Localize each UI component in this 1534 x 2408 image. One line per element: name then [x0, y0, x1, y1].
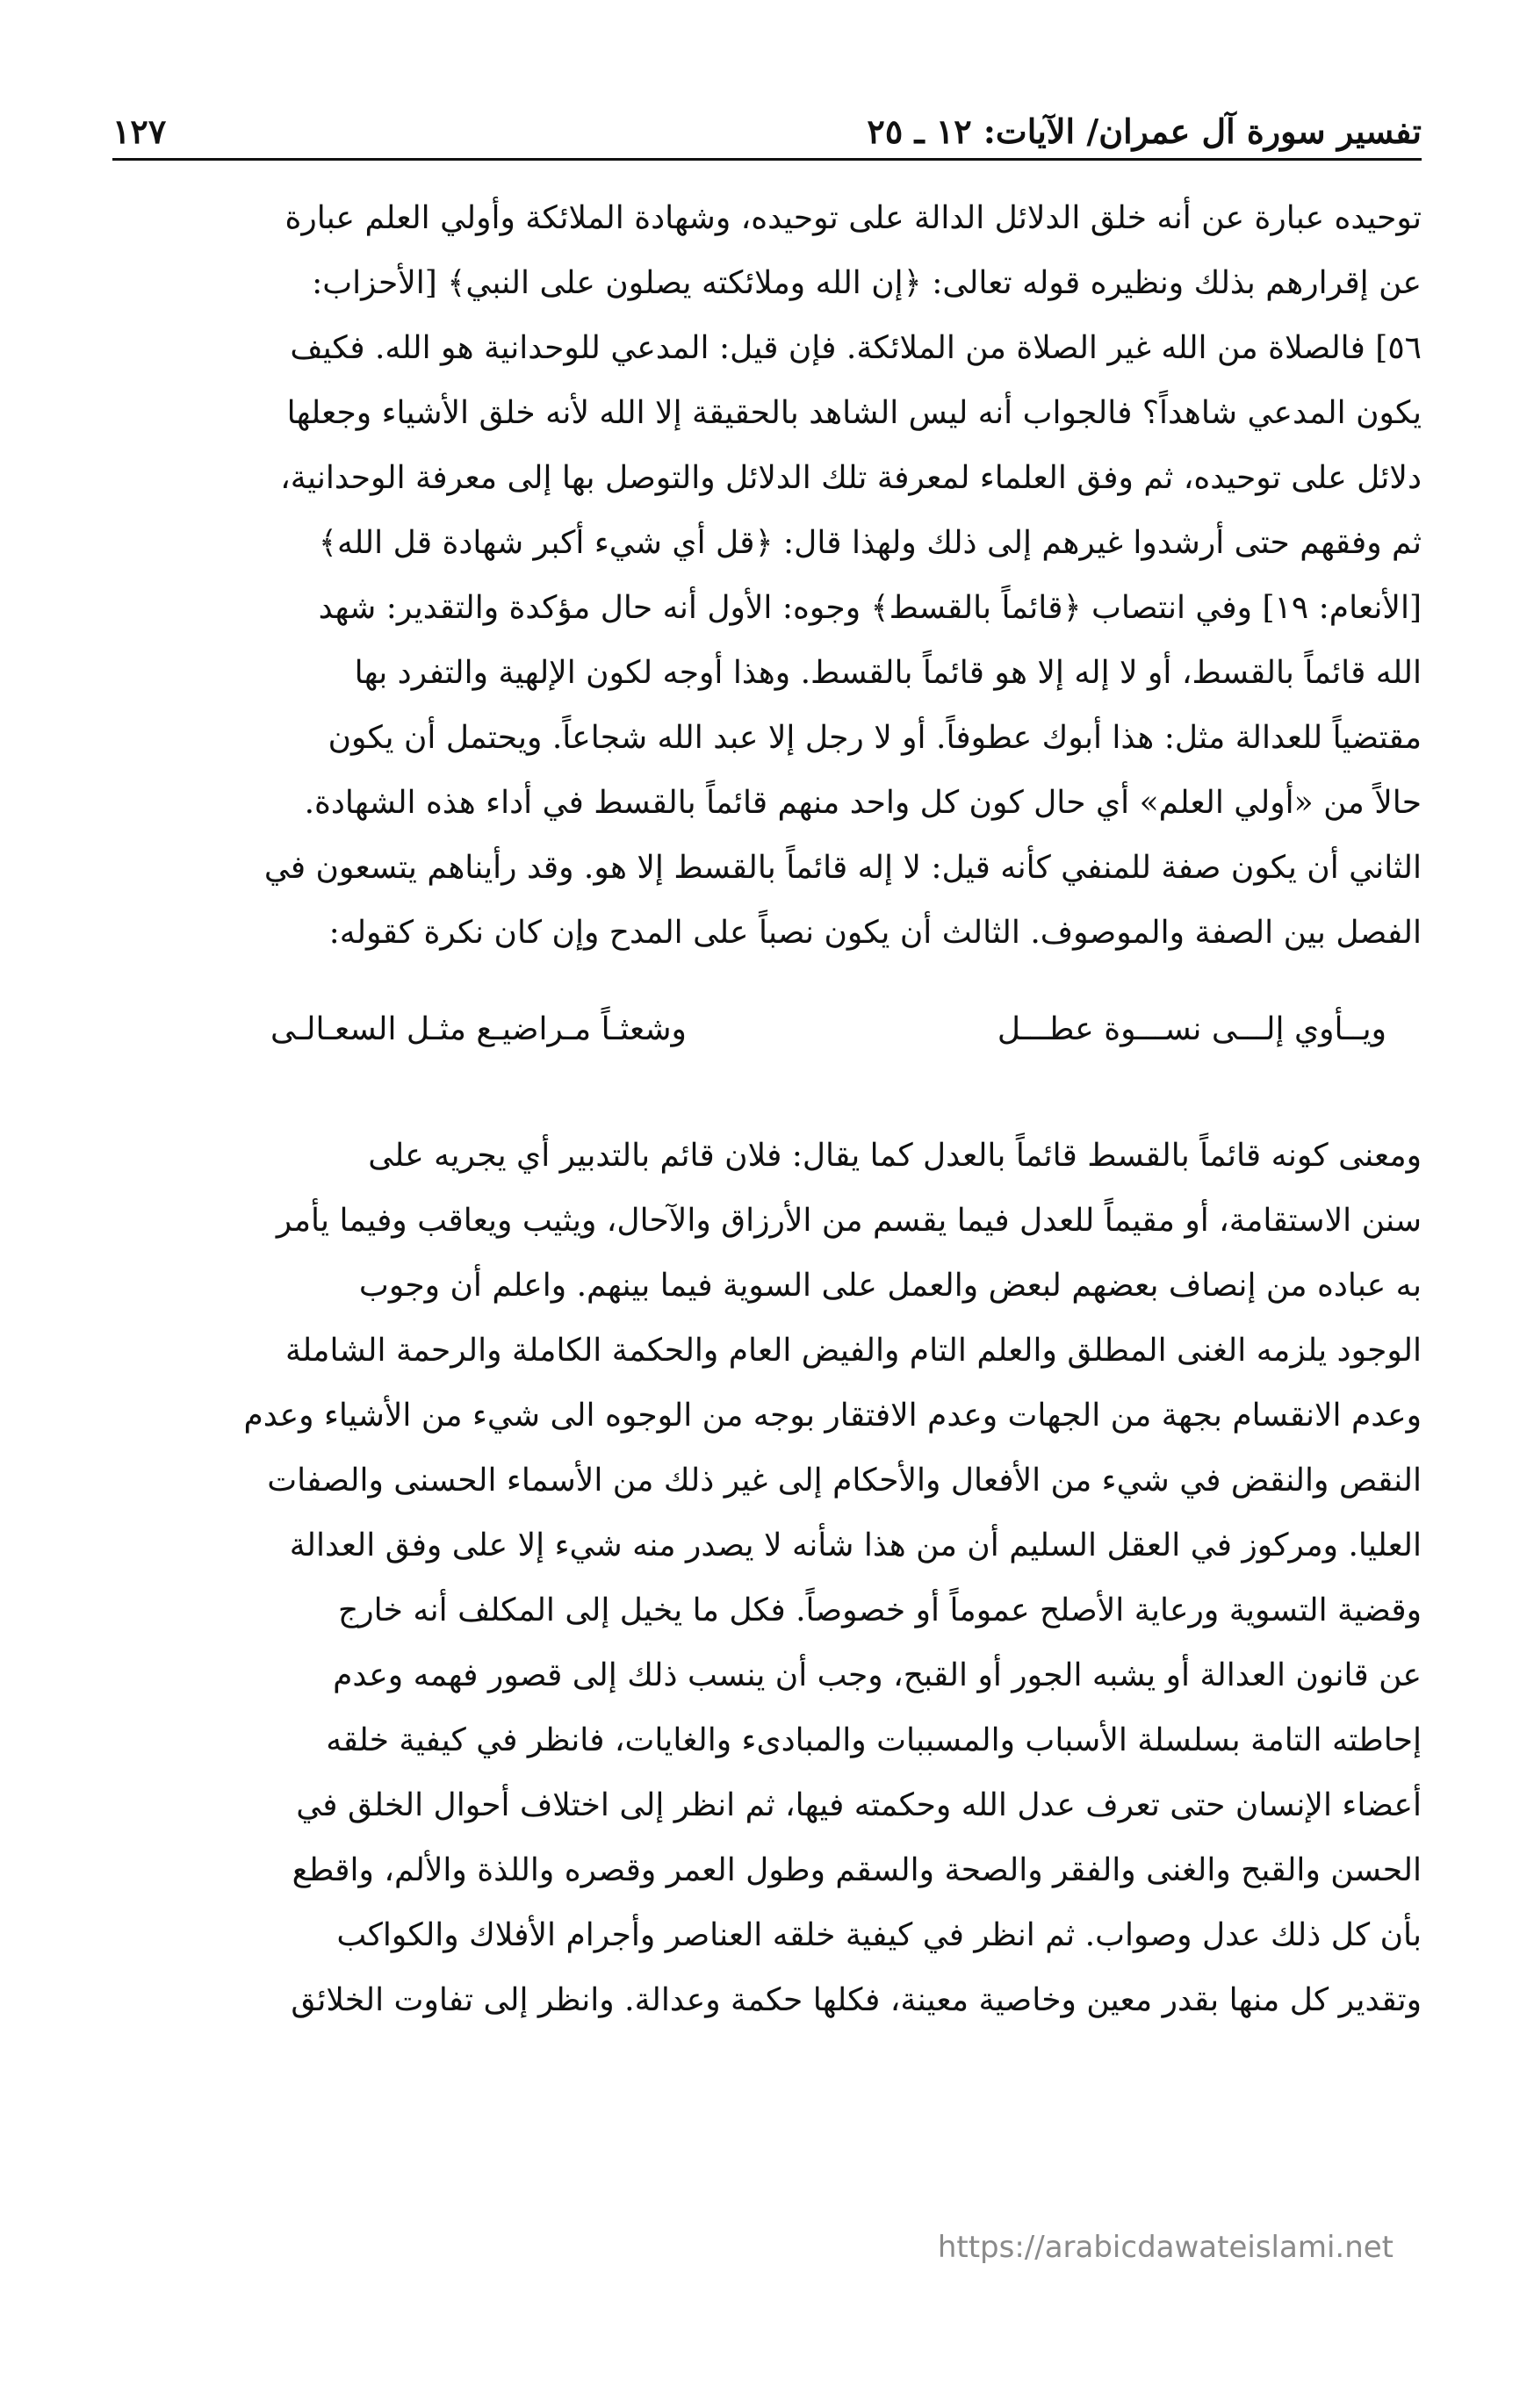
text-line: وقضية التسوية ورعاية الأصلح عموماً أو خصوصاً. فكل ما يخيل إلى المكلف أنه خارج	[338, 1592, 1422, 1628]
text-line: مقتضياً للعدالة مثل: هذا أبوك عطوفاً. أو لا رجل إلا عبد الله شجاعاً. ويحتمل أن يكون	[328, 720, 1422, 756]
text-line: ومعنى كونه قائماً بالقسط قائماً بالعدل كما يقال: فلان قائم بالتدبير أي يجريه على	[368, 1138, 1422, 1174]
page-body	[112, 186, 1422, 2033]
text-line: عن إقرارهم بذلك ونظيره قوله تعالى: ﴿إن الله وملائكته يصلون على النبي﴾ [الأحزاب:	[312, 265, 1422, 301]
text-line: الحسن والقبح والغنى والفقر والصحة والسقم وطول العمر وقصره واللذة والألم، واقطع	[292, 1852, 1422, 1888]
page-number: ١٢٧	[112, 111, 167, 151]
verse-first-hemistich: ويــأوي إلـــى نســـوة عطـــل	[997, 1011, 1386, 1047]
text-line: الوجود يلزمه الغنى المطلق والعلم التام والفيض العام والحكمة الكاملة والرحمة الشاملة	[284, 1333, 1422, 1369]
text-line: يكون المدعي شاهداً؟ فالجواب أنه ليس الشاهد بالحقيقة إلا الله لأنه خلق الأشياء وجعلها	[286, 395, 1422, 431]
text-line: وتقدير كل منها بقدر معين وخاصية معينة، فكلها حكمة وعدالة. وانظر إلى تفاوت الخلائق	[291, 1982, 1422, 2018]
text-line: حالاً من «أولي العلم» أي حال كون كل واحد منهم قائماً بالقسط في أداء هذه الشهادة.	[304, 785, 1422, 821]
text-line: أعضاء الإنسان حتى تعرف عدل الله وحكمته فيها، ثم انظر إلى اختلاف أحوال الخلق في	[296, 1787, 1422, 1823]
paragraph-1	[112, 186, 1422, 966]
text-line: بأن كل ذلك عدل وصواب. ثم انظر في كيفية خلقه العناصر وأجرام الأفلاك والكواكب	[336, 1917, 1422, 1953]
verse-second-hemistich: وشعثـاً مـراضيـع مثـل السعـالـى	[270, 1011, 687, 1047]
text-line: عن قانون العدالة أو يشبه الجور أو القبح، وجب أن ينسب ذلك إلى قصور فهمه وعدم	[333, 1657, 1422, 1693]
text-line: الله قائماً بالقسط، أو لا إله إلا هو قائماً بالقسط. وهذا أوجه لكون الإلهية والتفرد بها	[354, 655, 1422, 691]
paragraph-2	[112, 1124, 1422, 2033]
text-line: إحاطته التامة بسلسلة الأسباب والمسببات والمبادىء والغايات، فانظر في كيفية خلقه	[326, 1722, 1422, 1758]
text-line: العليا. ومركوز في العقل السليم أن من هذا شأنه لا يصدر منه شيء إلا على وفق العدالة	[289, 1527, 1422, 1563]
text-line: به عباده من إنصاف بعضهم لبعض والعمل على السوية فيما بينهم. واعلم أن وجوب	[358, 1268, 1422, 1304]
watermark-url: https://arabicdawateislami.net	[937, 2230, 1394, 2265]
text-line: الفصل بين الصفة والموصوف. الثالث أن يكون نصباً على المدح وإن كان نكرة كقوله:	[328, 915, 1422, 951]
text-line: ٥٦] فالصلاة من الله غير الصلاة من الملائكة. فإن قيل: المدعي للوحدانية هو الله. فكيف	[290, 330, 1422, 366]
text-line: [الأنعام: ١٩] وفي انتصاب ﴿قائماً بالقسط﴾ وجوه: الأول أنه حال مؤكدة والتقدير: شهد	[318, 590, 1422, 626]
text-line: وعدم الانقسام بجهة من الجهات وعدم الافتقار بوجه من الوجوه الى شيء من الأشياء وعدم	[243, 1398, 1422, 1434]
text-line: توحيده عبارة عن أنه خلق الدلائل الدالة على توحيده، وشهادة الملائكة وأولي العلم عبارة	[284, 200, 1422, 236]
text-line: سنن الاستقامة، أو مقيماً للعدل فيما يقسم من الأرزاق والآحال، ويثيب ويعاقب وفيما يأمر	[276, 1203, 1422, 1239]
running-title: تفسير سورة آل عمران/ الآيات: ١٢ ـ ٢٥	[867, 111, 1422, 151]
text-line: النقص والنقض في شيء من الأفعال والأحكام إلى غير ذلك من الأسماء الحسنى والصفات	[267, 1463, 1422, 1499]
poetry-verse	[112, 997, 1422, 1062]
page-header	[112, 104, 1422, 161]
text-line: دلائل على توحيده، ثم وفق العلماء لمعرفة تلك الدلائل والتوصل بها إلى معرفة الوحدانية،	[280, 460, 1422, 496]
text-line: الثاني أن يكون صفة للمنفي كأنه قيل: لا إله قائماً بالقسط إلا هو. وقد رأيناهم يتسعون في	[263, 850, 1422, 886]
text-line: ثم وفقهم حتى أرشدوا غيرهم إلى ذلك ولهذا قال: ﴿قل أي شيء أكبر شهادة قل الله﴾	[318, 525, 1422, 561]
